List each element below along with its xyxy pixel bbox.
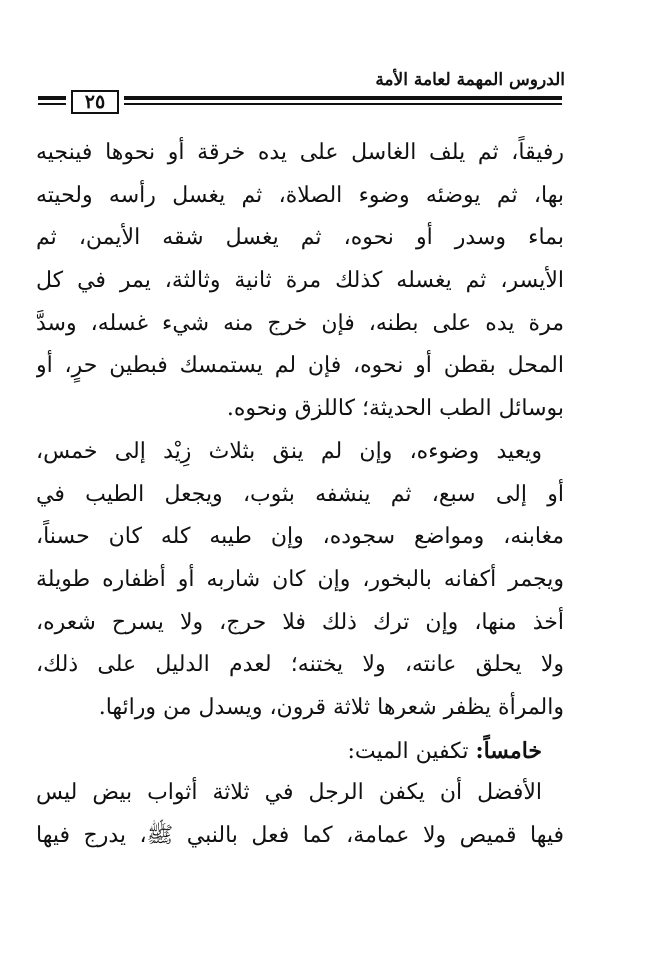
page-body <box>36 132 564 858</box>
header-rule-right <box>124 96 562 105</box>
text-line: ويعيد وضوءه، وإن لم ينق بثلاث زِيْد إلى خمس، <box>36 438 542 464</box>
text-line: الأيسر، ثم يغسله كذلك مرة ثانية وثالثة، يمر في كل <box>36 268 564 294</box>
text-line: ويجمر أكفانه بالبخور، وإن كان شاربه أو أظفاره طويلة <box>36 566 564 592</box>
text-line: فيها قميص ولا عمامة، كما فعل بالنبي ﷺ، يدرج فيها <box>36 823 564 848</box>
text-line: رفيقاً، ثم يلف الغاسل على يده خرقة أو نحوها فينجيه <box>36 140 564 165</box>
page-number: ٢٥ <box>71 90 119 114</box>
text-line: مرة يده على بطنه، فإن خرج منه شيء غسله، وسدَّ <box>36 310 564 336</box>
running-header-title: الدروس المهمة لعامة الأمة <box>375 70 565 90</box>
section-heading-text: تكفين الميت: <box>347 738 469 764</box>
text-line: بوسائل الطب الحديثة؛ كاللزق ونحوه. <box>226 396 564 422</box>
section-heading <box>36 730 564 773</box>
header-rule-left <box>38 96 66 105</box>
text-line: ولا يحلق عانته، ولا يختنه؛ لعدم الدليل على ذلك، <box>36 652 564 678</box>
text-line: والمرأة يظفر شعرها ثلاثة قرون، ويسدل من ورائها. <box>98 694 564 720</box>
header-rule <box>38 92 562 116</box>
text-line: بها، ثم يوضئه وضوء الصلاة، ثم يغسل رأسه ولحيته <box>36 182 564 208</box>
text-line: الأفضل أن يكفن الرجل في ثلاثة أثواب بيض ليس <box>36 780 542 806</box>
text-line: أو إلى سبع، ثم ينشفه بثوب، ويجعل الطيب في <box>36 481 564 507</box>
text-line: المحل بقطن أو نحوه، فإن لم يستمسك فبطين حرٍ، أو <box>36 353 564 379</box>
text-line: مغابنه، ومواضع سجوده، وإن طيبه كله كان حسناً، <box>36 524 564 550</box>
text-line: بماء وسدر أو نحوه، ثم يغسل شقه الأيمن، ثم <box>36 225 564 251</box>
section-heading-label: خامساً: <box>475 737 542 764</box>
text-line: أخذ منها، وإن ترك ذلك فلا حرج، ولا يسرح شعره، <box>36 609 564 635</box>
